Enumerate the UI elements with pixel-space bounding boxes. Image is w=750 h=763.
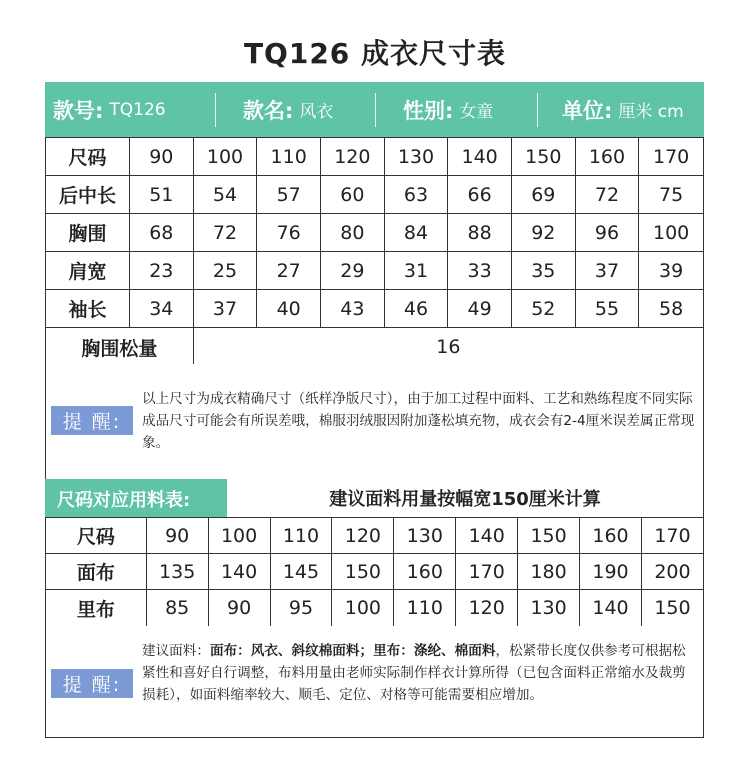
size-header-row xyxy=(46,138,704,176)
table-cell: 27 xyxy=(257,252,321,290)
reminder-badge-1: 提 醒: xyxy=(51,406,133,435)
fabric-size-header-row xyxy=(46,518,704,554)
ease-value: 16 xyxy=(193,328,703,367)
size-cell: 160 xyxy=(575,138,639,176)
table-cell: 52 xyxy=(511,290,575,328)
gender-value: 女童 xyxy=(459,102,494,122)
table-row xyxy=(46,590,704,627)
ease-label: 胸围松量 xyxy=(46,328,194,367)
size-cell: 140 xyxy=(448,138,512,176)
row-label: 袖长 xyxy=(46,290,130,328)
size-table xyxy=(45,137,704,367)
table-cell: 31 xyxy=(384,252,448,290)
table-cell: 75 xyxy=(639,176,704,214)
table-row xyxy=(46,554,704,590)
table-cell: 80 xyxy=(321,214,385,252)
style-name-value: 风衣 xyxy=(299,102,334,122)
table-cell: 170 xyxy=(456,554,518,590)
table-cell: 120 xyxy=(456,590,518,627)
table-cell: 96 xyxy=(575,214,639,252)
table-cell: 92 xyxy=(511,214,575,252)
shell-fabric-value: 风衣、斜纹棉面料 xyxy=(250,643,360,659)
row-label: 肩宽 xyxy=(46,252,130,290)
style-name-cell xyxy=(216,82,375,137)
reminder2-prefix: 建议面料： xyxy=(142,643,210,659)
size-header-label: 尺码 xyxy=(46,138,130,176)
table-cell: 66 xyxy=(448,176,512,214)
table-cell: 68 xyxy=(129,214,193,252)
reminder-text-1: 以上尺寸为成衣精确尺寸（纸样净版尺寸），由于加工过程中面料、工艺和熟练程度不同实际成品尺寸可能会有所误差哦，棉服羽绒服因附加蓬松填充物，成衣会有2-4厘米误差属正常现象。 xyxy=(142,391,695,451)
table-cell: 100 xyxy=(639,214,704,252)
size-cell: 160 xyxy=(580,518,642,554)
size-cell: 100 xyxy=(193,138,257,176)
table-cell: 160 xyxy=(394,554,456,590)
table-cell: 150 xyxy=(641,590,703,627)
table-cell: 25 xyxy=(193,252,257,290)
table-cell: 57 xyxy=(257,176,321,214)
reminder-badge-2: 提 醒: xyxy=(51,669,133,698)
shell-fabric-label: 面布： xyxy=(209,643,251,659)
size-cell: 90 xyxy=(129,138,193,176)
size-cell: 120 xyxy=(321,138,385,176)
table-cell: 58 xyxy=(639,290,704,328)
table-cell: 49 xyxy=(448,290,512,328)
table-cell: 180 xyxy=(518,554,580,590)
size-cell: 130 xyxy=(384,138,448,176)
size-cell: 110 xyxy=(257,138,321,176)
unit-cell xyxy=(538,82,704,137)
table-cell: 72 xyxy=(193,214,257,252)
fabric-section-headline: 建议面料用量按幅宽150厘米计算 xyxy=(227,479,704,518)
row-label: 胸围 xyxy=(46,214,130,252)
table-cell: 150 xyxy=(332,554,394,590)
size-cell: 150 xyxy=(511,138,575,176)
table-cell: 33 xyxy=(448,252,512,290)
table-cell: 60 xyxy=(321,176,385,214)
table-cell: 23 xyxy=(129,252,193,290)
unit-value: 厘米 cm xyxy=(618,102,684,122)
table-cell: 54 xyxy=(193,176,257,214)
size-cell: 100 xyxy=(208,518,270,554)
size-cell: 90 xyxy=(146,518,208,554)
reminder-text-2 xyxy=(142,640,698,706)
table-cell: 72 xyxy=(575,176,639,214)
table-cell: 90 xyxy=(208,590,270,627)
ease-row xyxy=(46,328,704,367)
style-no-label: 款号: xyxy=(53,98,104,123)
reminder2-separator: ； xyxy=(359,643,374,659)
style-no-value: TQ126 xyxy=(109,99,166,120)
table-cell: 95 xyxy=(270,590,332,627)
table-row xyxy=(46,176,704,214)
table-cell: 76 xyxy=(257,214,321,252)
fabric-table xyxy=(45,517,704,627)
table-cell: 29 xyxy=(321,252,385,290)
table-cell: 140 xyxy=(580,590,642,627)
gender-label: 性别: xyxy=(403,98,454,123)
table-cell: 84 xyxy=(384,214,448,252)
unit-label: 单位: xyxy=(562,98,613,123)
style-name-label: 款名: xyxy=(243,98,294,123)
table-row xyxy=(46,214,704,252)
table-cell: 37 xyxy=(193,290,257,328)
info-header-bar xyxy=(45,82,704,137)
table-row xyxy=(46,290,704,328)
table-cell: 51 xyxy=(129,176,193,214)
page-title: TQ126 成衣尺寸表 xyxy=(243,37,507,70)
table-cell: 35 xyxy=(511,252,575,290)
table-cell: 55 xyxy=(575,290,639,328)
table-cell: 145 xyxy=(270,554,332,590)
gender-cell xyxy=(376,82,537,137)
size-cell: 150 xyxy=(518,518,580,554)
row-label: 后中长 xyxy=(46,176,130,214)
table-cell: 140 xyxy=(208,554,270,590)
table-cell: 40 xyxy=(257,290,321,328)
table-cell: 39 xyxy=(639,252,704,290)
row-label: 里布 xyxy=(46,590,147,627)
table-cell: 100 xyxy=(332,590,394,627)
size-cell: 170 xyxy=(641,518,703,554)
size-cell: 130 xyxy=(394,518,456,554)
table-cell: 135 xyxy=(146,554,208,590)
table-cell: 130 xyxy=(518,590,580,627)
table-cell: 85 xyxy=(146,590,208,627)
row-label: 面布 xyxy=(46,554,147,590)
fabric-size-header-label: 尺码 xyxy=(46,518,147,554)
table-cell: 190 xyxy=(580,554,642,590)
size-cell: 110 xyxy=(270,518,332,554)
lining-fabric-label: 里布： xyxy=(373,643,414,659)
table-cell: 37 xyxy=(575,252,639,290)
table-row xyxy=(46,252,704,290)
table-cell: 88 xyxy=(448,214,512,252)
lining-fabric-value: 涤纶、棉面料 xyxy=(413,643,496,659)
style-no-cell xyxy=(45,82,215,137)
size-cell: 170 xyxy=(639,138,704,176)
table-cell: 34 xyxy=(129,290,193,328)
table-cell: 63 xyxy=(384,176,448,214)
fabric-section-label: 尺码对应用料表: xyxy=(45,479,227,518)
table-cell: 110 xyxy=(394,590,456,627)
table-cell: 200 xyxy=(641,554,703,590)
size-cell: 140 xyxy=(456,518,518,554)
table-cell: 46 xyxy=(384,290,448,328)
size-cell: 120 xyxy=(332,518,394,554)
reminder2-rest: ，松紧带长度仅供参考可根据松紧性和喜好自行调整，布料用量由老师实际制作样衣计算所得（已包含面料正常缩水及裁剪损耗），如面料缩率较大、顺毛、定位、对格等可能需要相应增加。 xyxy=(142,643,686,703)
table-cell: 43 xyxy=(321,290,385,328)
table-cell: 69 xyxy=(511,176,575,214)
